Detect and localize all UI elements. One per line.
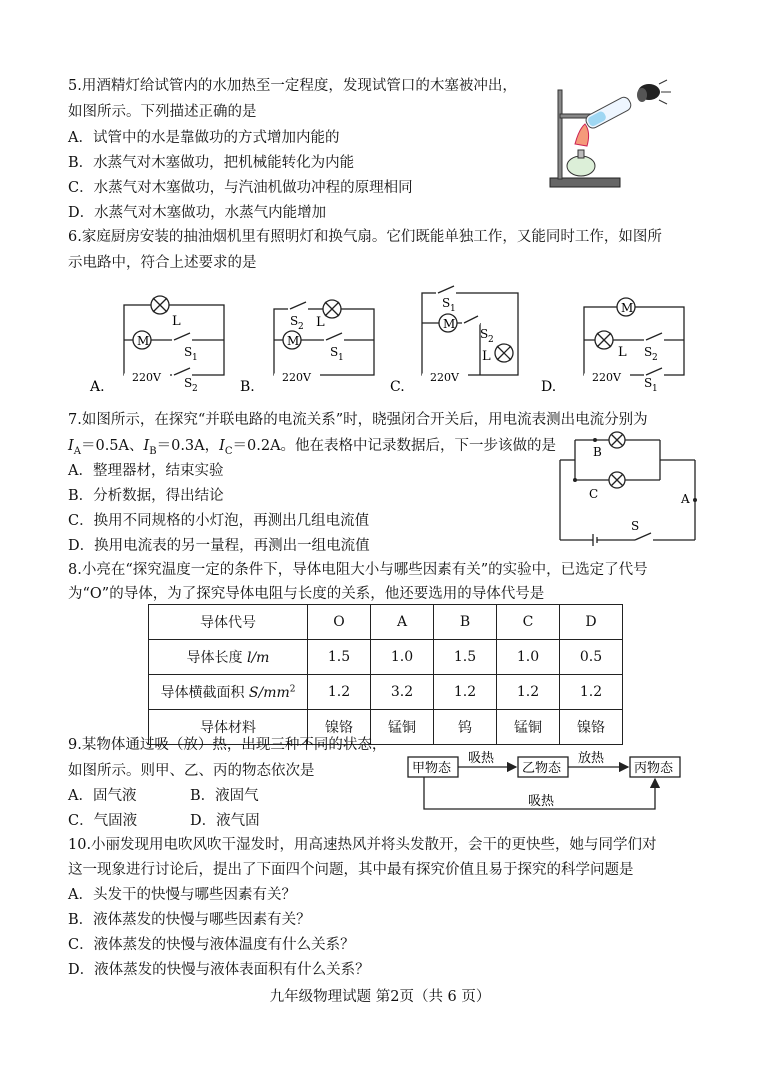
- circuit-a-motor: M: [137, 334, 150, 348]
- q9-option-a: A．固气液: [68, 788, 137, 804]
- q7-parallel-circuit: [555, 430, 705, 550]
- circuit-a-s2-sub: 2: [192, 384, 198, 394]
- circuit-c: [422, 286, 518, 375]
- circuit-b-s2-sub: 2: [298, 322, 304, 332]
- q5-stem-line1: 5.用酒精灯给试管内的水加热至一定程度，发现试管口的木塞被冲出，: [68, 78, 517, 94]
- table-header-cell: D: [560, 605, 623, 640]
- q10-option-c: C．液体蒸发的快慢与液体温度有什么关系？: [68, 937, 355, 953]
- table-cell: 1.5: [308, 640, 371, 675]
- q5-option-a: A．试管中的水是靠做功的方式增加内能的: [68, 130, 340, 146]
- circuit-b-s2: S: [290, 314, 299, 328]
- q7-option-c: C．换用不同规格的小灯泡，再测出几组电流值: [68, 513, 370, 529]
- q9-state-yi: 乙物态: [522, 761, 562, 776]
- circuit-b-lamp: L: [316, 315, 325, 330]
- q7-point-c: C: [589, 487, 599, 501]
- table-cell: 1.2: [560, 675, 623, 710]
- table-cell: 1.2: [497, 675, 560, 710]
- q6-stem-line1: 6.家庭厨房安装的抽油烟机里有照明灯和换气扇。它们既能单独工作，又能同时工作，如图所: [68, 229, 662, 245]
- q5-test-tube-figure: [545, 74, 685, 192]
- table-cell: 钨: [434, 710, 497, 745]
- q5-option-b: B．水蒸气对木塞做功，把机械能转化为内能: [68, 155, 355, 171]
- circuit-c-motor: M: [443, 317, 456, 331]
- table-cell: 镍铬: [560, 710, 623, 745]
- circuit-b-motor: M: [287, 334, 300, 348]
- q10-stem-line1: 10.小丽发现用电吹风吹干湿发时，用高速热风并将头发散开，会干的更快些，她与同学们对: [68, 837, 657, 853]
- circuit-b-s1: S: [330, 345, 339, 359]
- table-header-cell: C: [497, 605, 560, 640]
- q5-option-c: C．水蒸气对木塞做功，与汽油机做功冲程的原理相同: [68, 180, 413, 196]
- q9-option-b: B．液固气: [190, 788, 259, 804]
- table-header-cell: 导体代号: [149, 605, 308, 640]
- table-header-cell: A: [371, 605, 434, 640]
- circuit-c-voltage: 220V: [430, 371, 459, 384]
- circuit-a-s1-sub: 1: [192, 353, 198, 363]
- q8-stem-line1: 8.小亮在“探究温度一定的条件下，导体电阻大小与哪些因素有关”的实验中，已选定了代号: [68, 562, 648, 578]
- q9-option-c: C．气固液: [68, 813, 138, 829]
- q10-option-a: A．头发干的快慢与哪些因素有关？: [68, 887, 296, 903]
- table-row: [149, 640, 623, 675]
- q9-stem-line1: 9.某物体通过吸（放）热，出现三种不同的状态，: [68, 737, 387, 753]
- table-cell: 锰铜: [371, 710, 434, 745]
- circuit-b-voltage: 220V: [282, 371, 311, 384]
- q10-option-b: B．液体蒸发的快慢与哪些因素有关？: [68, 912, 311, 928]
- q9-state-diagram: [400, 745, 690, 825]
- table-cell: 1.0: [497, 640, 560, 675]
- q9-arrow-absorb-1: 吸热: [468, 751, 495, 766]
- circuit-c-s1-sub: 1: [450, 304, 456, 314]
- circuit-c-s1: S: [442, 296, 451, 310]
- q5-option-d: D．水蒸气对木塞做功，水蒸气内能增加: [68, 205, 327, 221]
- table-header-cell: B: [434, 605, 497, 640]
- q7-option-b: B．分析数据，得出结论: [68, 488, 224, 504]
- q9-stem-line2: 如图所示。则甲、乙、丙的物态依次是: [68, 763, 315, 779]
- table-cell: 1.2: [434, 675, 497, 710]
- table-row: [149, 675, 623, 710]
- q7-point-b: B: [593, 445, 602, 459]
- q8-stem-line2: 为“O”的导体，为了探究导体电阻与长度的关系，他还要选用的导体代号是: [68, 586, 545, 602]
- circuit-d-s1-sub: 1: [652, 384, 658, 394]
- table-row: [149, 605, 623, 640]
- circuit-d-s1: S: [644, 376, 653, 390]
- circuit-a-lamp: L: [172, 314, 181, 329]
- circuit-d-s2-sub: 2: [652, 353, 658, 363]
- circuit-d-voltage: 220V: [592, 371, 621, 384]
- circuit-a-label: A.: [90, 379, 105, 395]
- q7-option-d: D．换用电流表的另一量程，再测出一组电流值: [68, 538, 370, 554]
- q7-currents: $I_A=0.5A$、$I_B=0.3A$，$I_C=0.2A$。他在表格中记录数据后，下一步该做的是: [68, 438, 557, 457]
- table-cell: 0.5: [560, 640, 623, 675]
- circuit-d-s2: S: [644, 345, 653, 359]
- q7-option-a: A．整理器材，结束实验: [68, 463, 224, 479]
- table-cell: 1.2: [308, 675, 371, 710]
- table-cell: 镍铬: [308, 710, 371, 745]
- q6-circuit-options: [80, 285, 700, 395]
- circuit-a-s1: S: [184, 345, 193, 359]
- circuit-b-label: B.: [240, 379, 255, 395]
- q7-switch: S: [631, 519, 640, 533]
- table-row-label: 导体长度 l/m: [149, 640, 308, 675]
- q10-option-d: D．液体蒸发的快慢与液体表面积有什么关系？: [68, 962, 370, 978]
- circuit-c-s2: S: [480, 327, 489, 341]
- circuit-b-s1-sub: 1: [338, 353, 344, 363]
- circuit-c-label: C.: [390, 379, 405, 395]
- q9-arrow-absorb-2: 吸热: [528, 794, 555, 809]
- circuit-d: [584, 298, 684, 375]
- q9-option-d: D．液气固: [190, 813, 260, 829]
- table-row-label: 导体横截面积 $S/mm^2$: [149, 675, 308, 710]
- table-cell: 1.0: [371, 640, 434, 675]
- conductor-table: [148, 604, 623, 745]
- circuit-d-lamp: L: [618, 345, 627, 360]
- circuit-a-voltage: 220V: [132, 371, 161, 384]
- q6-stem-line2: 示电路中，符合上述要求的是: [68, 255, 257, 271]
- q7-stem-line1: 7.如图所示，在探究“并联电路的电流关系”时，晓强闭合开关后，用电流表测出电流分别为: [68, 412, 648, 428]
- circuit-d-motor: M: [621, 301, 634, 315]
- table-row-label: 导体材料: [149, 710, 308, 745]
- circuit-c-lamp: L: [482, 349, 491, 364]
- table-cell: 3.2: [371, 675, 434, 710]
- circuit-d-label: D.: [541, 379, 557, 395]
- page-footer: 九年级物理试题 第2页（共 6 页）: [269, 989, 491, 1005]
- circuit-c-s2-sub: 2: [488, 335, 494, 345]
- table-header-cell: O: [308, 605, 371, 640]
- q9-arrow-release: 放热: [578, 751, 605, 766]
- table-cell: 1.5: [434, 640, 497, 675]
- q9-state-bing: 丙物态: [634, 761, 674, 776]
- q7-point-a: A: [681, 492, 690, 506]
- circuit-a-s2: S: [184, 376, 193, 390]
- table-cell: 锰铜: [497, 710, 560, 745]
- q10-stem-line2: 这一现象进行讨论后，提出了下面四个问题，其中最有探究价值且易于探究的科学问题是: [68, 862, 634, 878]
- q9-state-jia: 甲物态: [412, 761, 452, 776]
- q5-stem-line2: 如图所示。下列描述正确的是: [68, 104, 257, 120]
